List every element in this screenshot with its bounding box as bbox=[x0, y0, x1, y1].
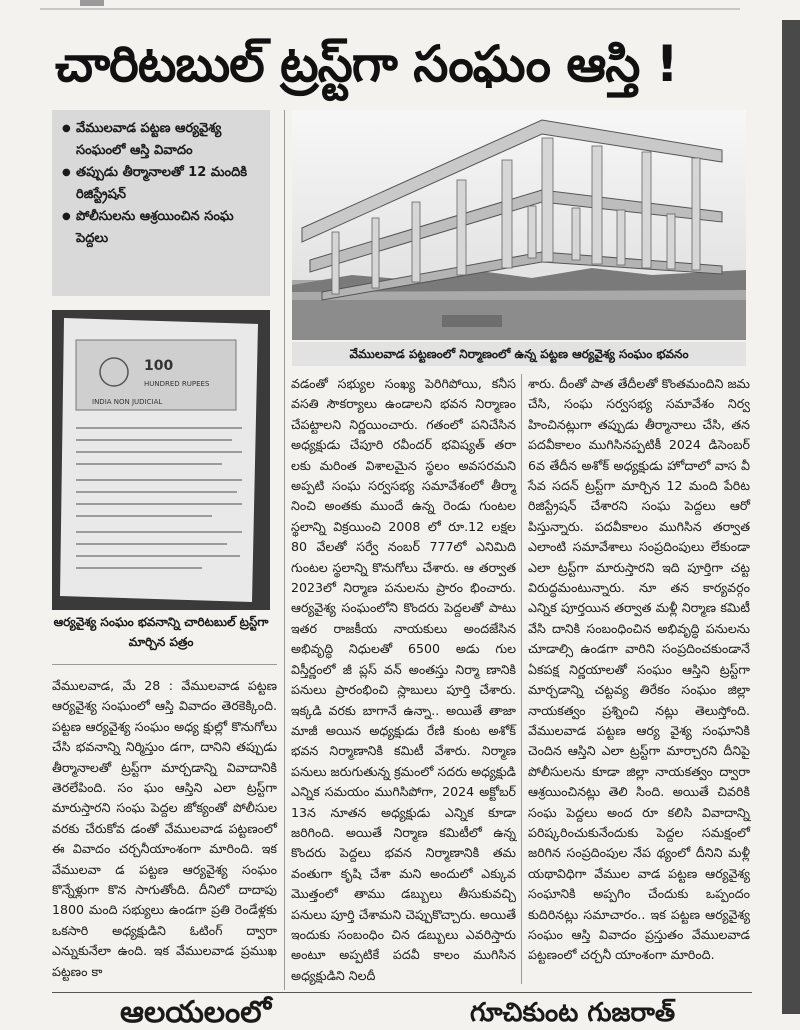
column-divider bbox=[284, 110, 285, 990]
photo-caption: వేములవాడ పట్టణంలో నిర్మాణంలో ఉన్న పట్టణ ఆర్యవైశ్య సంఘం భవనం bbox=[292, 342, 746, 366]
highlight-item bbox=[62, 118, 262, 162]
stamp-value: 100 bbox=[144, 358, 174, 374]
stamp-label: HUNDRED RUPEES bbox=[144, 380, 210, 388]
bullet-icon: ● bbox=[62, 211, 71, 222]
next-headline-fragment bbox=[120, 995, 370, 1030]
document-caption: ఆర్యవైశ్య సంఘం భవనాన్ని చారిటబుల్ ట్రస్ట్‌గా మార్చిన పత్రం bbox=[53, 615, 269, 649]
document-photo bbox=[52, 310, 270, 610]
column-divider bbox=[521, 374, 522, 984]
article-column-3: శారు. దీంతో పాత తేదీలతో కొంతమందిని జమ చేసి, సంఘ సర్వసభ్య సమావేశం నిర్వ హించినట్లుగా తప్పుడు తీర్మానాలు చేసి, తన పదవీకాలం ముగిసినప్పటికీ 2024 డిసెంబర్ 6వ తేదీన అశోక్ అధ్యక్షుడు హోదాలో వాస వీ సేవ సదన్ ట్రస్ట్‌గా మార్చిన 12 మంది పేరిట రిజిస్ట్రేషన్ చేశారని సంఘ పెద్దలు ఆరో పిస్తున్నారు. పదవీకాలం ముగిసిన తర్వాత ఎలాంటి సమావేశాలు సంప్రదింపులు లేకుండా ఎలా ట్రస్ట్‌గా మారుస్తారని ఇది పూర్తిగా చట్ట విరుద్ధమంటున్నారు. నూ తన కార్యవర్గం ఎన్నిక పూర్తయిన తర్వాత మళ్లీ నిర్మాణ కమిటీ వేసి దానికి సంబంధించిన అభివృద్ధి పనులను చూడాల్సి ఉండగా వారిని సంప్రదించకుండానే ఏకపక్ష నిర్ణయాలతో సంఘం ఆస్తిని ట్రస్ట్‌గా మార్చడాన్ని చట్టవ్య తిరేకం సంఘం జిల్లా నాయకత్వం ప్రశ్నించి నట్లు తెలుస్తోంది. వేములవాడ పట్టణ ఆర్య వైశ్య సంఘానికి చెందిన ఆస్తిని ఎలా ట్రస్ట్‌గా మార్చారని దీనిపై పోలీసులను కూడా జిల్లా నాయకత్వం ద్వారా ఆశ్రయించినట్లు తెలి సింది. అయితే చివరికి సంఘ పెద్దలు అంద రూ కలిసి వివాదాన్ని పరిష్కరించుకునేందుకు పెద్దల సమక్షంలో జరిగిన సంప్రదింపుల నేప థ్యంలో దీనిని మళ్లీ యథావిధిగా వేముల వాడ పట్టణ ఆర్యవైశ్య సంఘానికి అప్పగిం చేందుకు ఒప్పందం కుదిరినట్లు సమాచారం.. ఇక పట్టణ ఆర్యవైశ్య సంఘం ఆస్తి వివాదం ప్రస్తుతం వేములవాడ పట్టణంలో చర్చనీ యాంశంగా మారింది. bbox=[528, 376, 750, 963]
highlight-item bbox=[62, 162, 262, 206]
article-column-1: వేములవాడ, మే 28 : వేములవాడ పట్టణ ఆర్యవైశ్య సంఘంలో ఆస్తి వివాదం తెరకెక్కింది. పట్టణ ఆర్యవైశ్య సంఘం అధ్య క్షుల్లో కొనుగోలు చేసి భవనాన్ని నిర్మిస్తుం డగా, దానిని తప్పుడు తీర్మానాలతో ట్రస్ట్‌గా మార్చడాన్ని వివాదానికి తెరలేపింది. సం ఘం ఆస్తిని ఎలా ట్రస్ట్‌గా మారుస్తారని సంఘ పెద్దల జోక్యంతో పోలీసుల వరకు చేరుకోవ డంతో వేములవాడ పట్టణంలో ఈ వివాదం చర్చనీయాంశంగా మారింది. ఇక వేములవా డ పట్టణ ఆర్యవైశ్య సంఘం కొన్నేళ్లుగా కొన సాగుతోంది. దీనిలో దాదాపు 1800 మంది సభ్యులు ఉండగా ప్రతి రెండేళ్లకు ఒకసారి అధ్యక్షుడిని ఓటింగ్ ద్వారా ఎన్నుకునేలా ఉంది. ఇక వేములవాడ ప్రముఖ పట్టణం కా bbox=[52, 678, 277, 979]
highlight-text: వేములవాడ పట్టణ ఆర్యవైశ్య సంఘంలో ఆస్తి వివాదం bbox=[76, 121, 222, 158]
next-headline-text: ఆలయలంలో bbox=[120, 995, 272, 1030]
bullet-icon: ● bbox=[62, 123, 71, 134]
next-headline-fragment bbox=[470, 998, 710, 1028]
stamp-country: INDIA NON JUDICIAL bbox=[92, 398, 163, 406]
building-photo bbox=[292, 110, 746, 340]
highlight-text: పోలీసులను ఆశ్రయించిన సంఘ పెద్దలు bbox=[76, 209, 234, 246]
highlights-box bbox=[52, 110, 270, 296]
top-strip bbox=[40, 0, 740, 10]
highlight-item bbox=[62, 206, 262, 250]
headline: చారిటబుల్ ట్రస్ట్‌గా సంఘం ఆస్తి ! bbox=[55, 35, 678, 93]
article-column-2: వడంతో సభ్యుల సంఖ్య పెరిగిపోయి, కనీస వసతి సౌకర్యాలు ఉండాలని భవన నిర్మాణం చేపట్టాలని నిర్ణయించారు. గతంలో పనిచేసిన అధ్యక్షుడు చేపూరి రవీందర్ భవిష్యత్ తరా లకు మరింత విశాలమైన స్థలం అవసరమని అప్పటి సంఘ సర్వసభ్య సమావేశంలో తీర్మా నించి అంతకు ముందే ఉన్న రెండు గుంటల స్థలాన్ని విక్రయించి 2008 లో రూ.12 లక్షల 80 వేలతో సర్వే నంబర్ 777లో ఎనిమిది గుంటల స్థలాన్ని కొనుగోలు చేశారు. ఆ తర్వాత 2023లో నిర్మాణ పనులను ప్రారం భించారు. ఆర్యవైశ్య సంఘంలోని కొందరు పెద్దలతో పాటు ఇతర రాజకీయ నాయకులు అందజేసిన అభివృద్ధి నిధులతో 6500 అడు గుల విస్తీర్ణంలో జీ ప్లస్ వన్ అంతస్తు నిర్మా ణానికి పనులు ప్రారంభించి స్లాబులు పూర్తి చేశారు. ఇక్కడి వరకు బాగానే ఉన్నా.. అయితే తాజా మాజీ అయిన అధ్యక్షుడు రేణి కుంట అశోక్ భవన నిర్మాణానికి కమిటీ వేశారు. నిర్మాణ పనులు జరుగుతున్న క్రమంలో సదరు అధ్యక్షుడి ఎన్నిక సమయం ముగిసిపోగా, 2024 అక్టోబర్ 13న నూతన అధ్యక్షుడు ఎన్నిక కూడా జరిగింది. అయితే నిర్మాణ కమిటీలో ఉన్న కొందరు పెద్దలు భవన నిర్మాణానికి తమ వంతుగా కృషి చేశా మని అందులో ఎక్కువ మొత్తంలో తాము డబ్బులు తీసుకువచ్చి పనులు పూర్తి చేశామని చెప్పుకొచ్చారు. అయితే ఇందుకు సంబంధిం చిన డబ్బులు ఎవరిస్తారు అంటూ అప్పటికే పదవీ కాలం ముగిసిన అధ్యక్షుడిని నిలదీ bbox=[291, 376, 516, 983]
bullet-icon: ● bbox=[62, 167, 71, 178]
divider bbox=[52, 664, 277, 665]
highlight-text: తప్పుడు తీర్మానాలతో 12 మందికి రిజిస్ట్రేషన్ bbox=[76, 165, 248, 202]
page-edge-shadow bbox=[782, 20, 800, 1014]
top-strip-mark bbox=[80, 0, 104, 6]
next-headline-text: గూచికుంట గుజరాత్ bbox=[470, 998, 676, 1028]
